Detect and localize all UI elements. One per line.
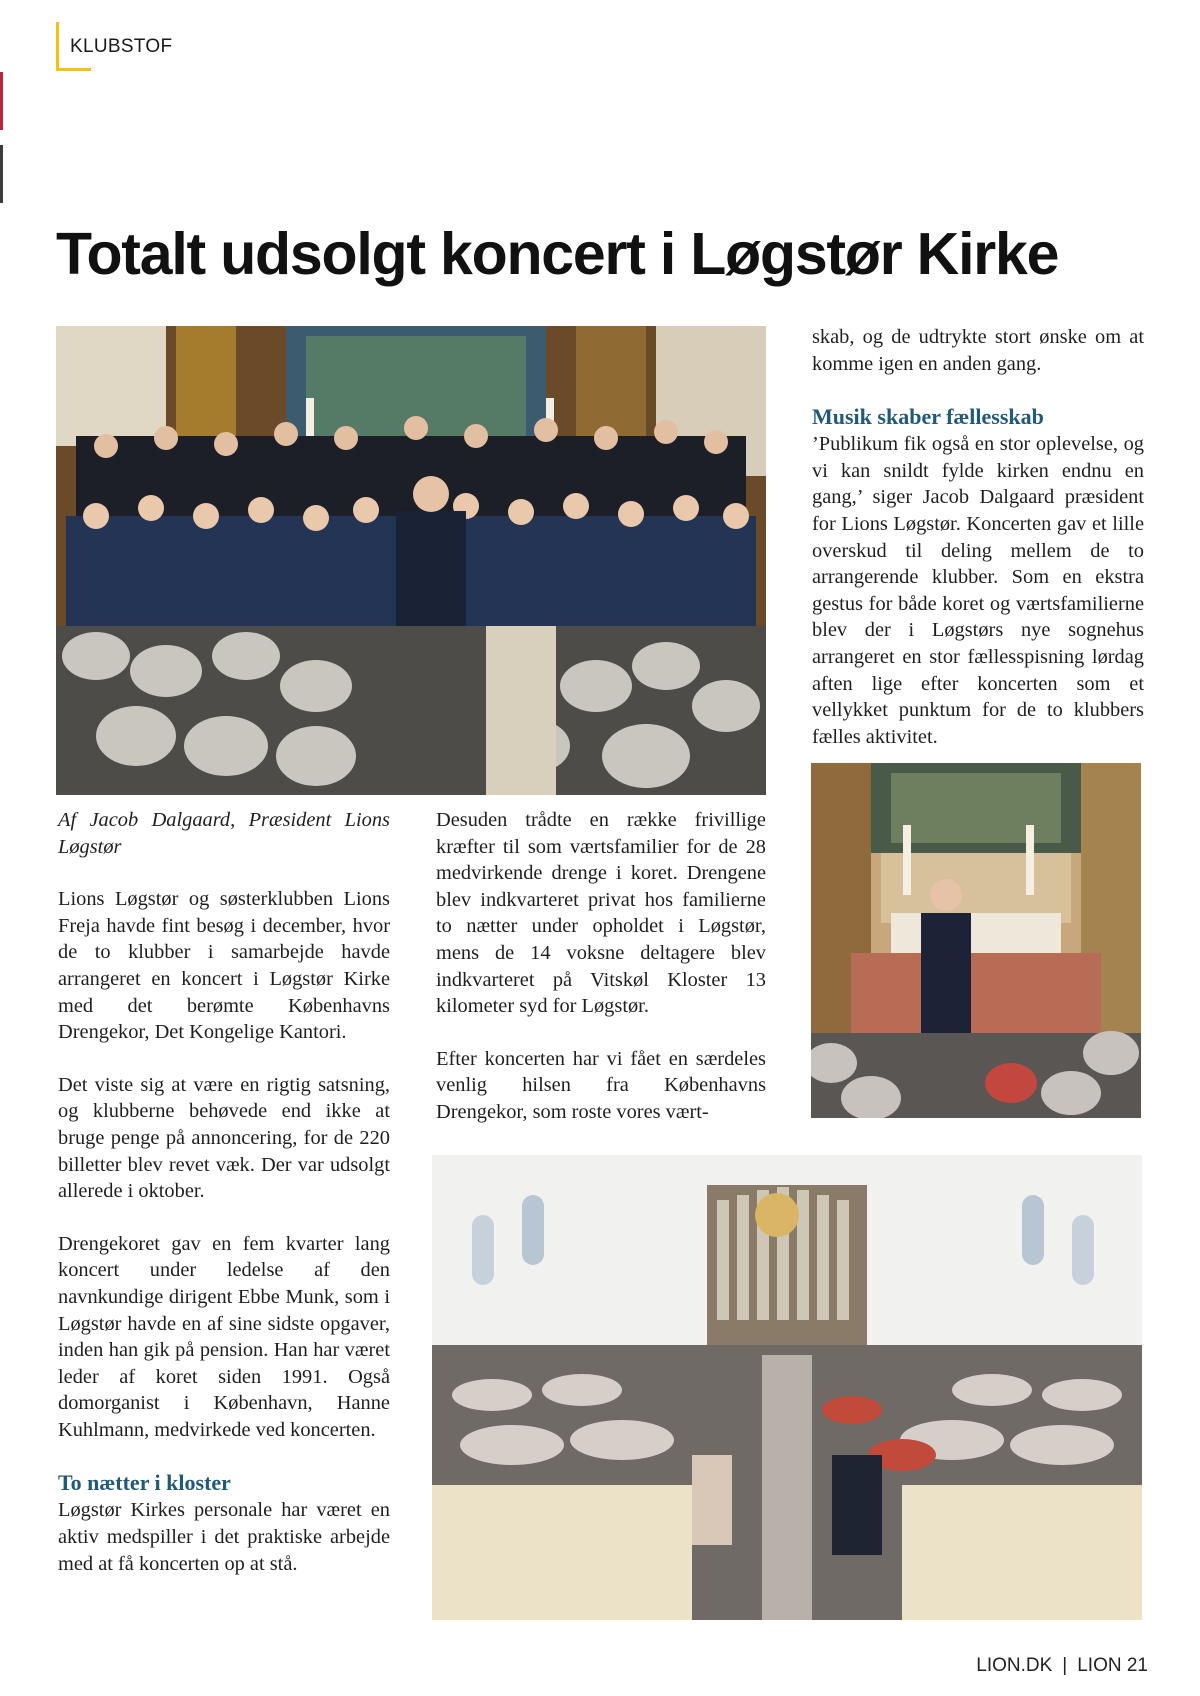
photo-church-interior [432,1155,1142,1620]
article-column-1 [58,807,390,1577]
subheading-two-nights: To nætter i kloster [58,1470,231,1496]
footer-site-link[interactable]: LION.DK [976,1655,1053,1676]
body-paragraph-greeting: Efter koncerten har vi fået en særdeles venlig hilsen fra Københavns Drengekor, som roste vores vært- [436,1047,766,1123]
article-column-3 [812,324,1144,750]
article-headline: Totalt udsolgt koncert i Løgstør Kirke [56,221,1059,287]
body-paragraph-continuation: skab, og de udtrykte stort ønske om at komme igen en anden gang. [812,326,1144,375]
footer-page-number: LION 21 [1077,1655,1148,1676]
article-column-2 [436,807,766,1126]
body-paragraph-tickets: Det viste sig at være en rigtig satsning, og klubberne behøvede end ikke at bruge penge på annoncering, for de 220 billetter blev revet væk. Der var udsolgt allerede i oktober. [58,1073,390,1203]
body-paragraph-host-families: Desuden trådte en række frivillige kræfter til som værtsfamilier for de 28 medvirkende drenge i koret. Drengene blev indkvarteret privat hos familierne to nætter under opholdet i Løgstør, mens de 14 voksne deltagere blev indkvarteret på Vitskøl Kloster 13 kilometer syd for Løgstør. [436,809,766,1018]
body-paragraph-intro: Lions Løgstør og søsterklubben Lions Freja havde fint besøg i december, hvor de to klubber i samarbejde havde arrangeret en koncert i Løgstør Kirke med det berømte Københavns Drengekor, Det Kongelige Kantori. [58,888,390,1044]
article-byline: Af Jacob Dalgaard, Præsident Lions Løgstør [58,809,390,858]
body-paragraph-quote: ’Publikum fik også en stor oplevelse, og vi kan snildt fylde kirken endnu en gang,’ siger Jacob Dalgaard præsident for Lions Løgstør. Koncerten gav et lille overskud til deling mellem de to arrangerende klubber. Som en ekstra gestus for både koret og værtsfamilierne blev der i Løgstørs nye sognehus arrangeret en stor fællesspisning lørdag aften lige efter koncerten som et vellykket punktum for de to klubbers fælles aktivitet. [812,433,1144,748]
subheading-music-community: Musik skaber fællesskab [812,404,1044,430]
footer-separator: | [1062,1655,1068,1676]
photo-choir-concert [56,326,766,795]
body-paragraph-conductor: Drengekoret gav en fem kvarter lang koncert under ledelse af den navnkundige dirigent Ebbe Munk, som i Løgstør havde en af sine sidste opgaver, inden han gik på pension. Han har været leder af koret siden 1991. Også domorganist i København, Hanne Kuhlmann, medvirkede ved koncerten. [58,1232,390,1441]
page-footer [976,1655,1148,1677]
body-paragraph-staff: Løgstør Kirkes personale har været en aktiv medspiller i det praktiske arbejde med at få koncerten op at stå. [58,1499,390,1575]
page-edge-mark-dark [0,145,3,203]
section-label: KLUBSTOF [70,36,173,57]
page-edge-mark-red [0,72,3,130]
photo-speaker-at-altar [811,763,1141,1118]
